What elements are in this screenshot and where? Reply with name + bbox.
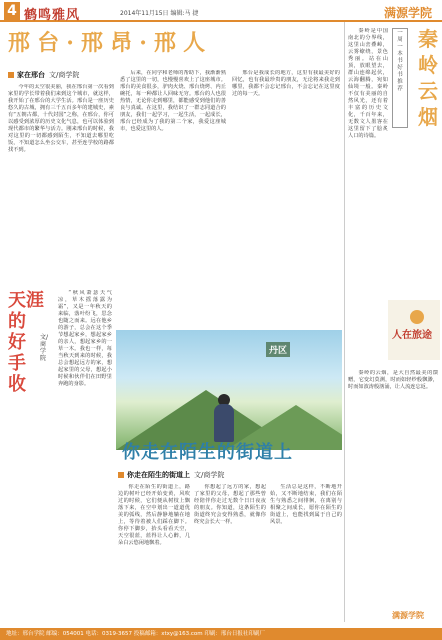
article2-column-2 (194, 484, 266, 624)
article1-paragraph: 邢台是我成长的地方，这里有我最美好的回忆，也有我最珍贵的朋友，无论将来我走到哪里，我都不会忘记邢台，不会忘记在这里度过的每一天。 (232, 70, 340, 97)
masthead-logo: 满源学院 (383, 6, 432, 20)
article1-column-2 (120, 70, 226, 320)
article2-heading (118, 470, 224, 480)
article2-paragraph: 生活总是这样，不断地开始，又不断地结束，我们在陌生与熟悉之间徘徊，在离别与相聚之间成长，愿你在陌生的街道上，也能找到属于自己的风景。 (270, 484, 342, 525)
article1-heading (8, 70, 79, 80)
street-sign: 丹区 (266, 342, 290, 357)
heading-marker-icon (118, 472, 124, 478)
article2-author: 文/商学院 (194, 471, 225, 479)
sidebar-paragraph: 秦岭的云烟，是大自然最美的馈赠，它变幻莫测，时而如轻纱般飘渺，时而如波涛般汹涌，让人流连忘返。 (348, 370, 438, 390)
article2-column-3 (270, 484, 342, 624)
masthead (0, 0, 442, 22)
article2-column-1 (118, 484, 190, 624)
page-number: 4 (4, 2, 20, 20)
book-recommend-label: 一 周 一 本 书 好 书 推 荐 (397, 30, 403, 92)
section-title-char: 人 (183, 30, 208, 56)
heading-marker-icon (8, 72, 14, 78)
article2-paragraph: 你想起了远方的家，想起了家里的父母，想起了那些曾经陪伴你走过无数个日日夜夜的朋友。你知道，这条陌生的街道终究会变得熟悉，就像你终究会长大一样。 (194, 484, 266, 525)
poem-body (58, 290, 112, 560)
article1-paragraph: 今年的太空很美丽，我在邢台第一次看到家里的学长带着我们来到这个城市，就这样，我开始了在邢台的大学生活。邢台是一座历史悠久的古城，拥有三千五百多年的建城史，素有“五朝古都，十代封国”之称，在邢台，你可以感受到浓厚的历史文化气息，也可以体验到现代都市的繁华与活力。刚来邢台的时候，我对这里的一切都感到陌生，不知道去哪里吃饭，不知道怎么坐公交车，甚至连学校的路都找不到。 (8, 84, 114, 153)
section-title-char: 昂 (110, 30, 135, 56)
article1-title: 家在邢台 (17, 71, 45, 79)
sidebar-column-2 (348, 370, 438, 600)
paper-name: 鹤鸣雅风 (24, 8, 81, 23)
article2-title: 你走在陌生的街道上 (127, 471, 190, 479)
poem-title: 天涯 的 好 手 收 (8, 290, 44, 395)
bottom-logo: 满源学院 (392, 610, 424, 620)
poem-paragraph: “秋风萧瑟天气凉，草木摇落露为霜”，又是一年秋天的来临，落叶纷飞，思念也随之而来。远在他乡的游子，总会在这个季节想起家乡，想起家乡的亲人，想起家乡的一草一木。我也一样，每当秋天到来的时候，我总会想起远方的家，想起家里的父母，想起小时候和伙伴们在田野里奔跑的身影。 (58, 290, 112, 387)
sidebar-column-1 (348, 28, 388, 298)
article-illustration (116, 330, 342, 450)
issue-meta: 2014年11月15日 编辑:马 捷 (120, 10, 199, 17)
sidebar-title: 秦 岭 云 烟 (418, 27, 438, 129)
promo-title: 人在旅途 (392, 330, 432, 341)
poem-author: 文/商学院 (40, 334, 49, 362)
section-title (8, 26, 338, 56)
person-figure (214, 404, 234, 442)
promo-badge-icon (410, 310, 424, 324)
section-title-char: · (66, 30, 76, 56)
section-title-char: 台 (37, 30, 62, 56)
footer: 地址：邢台学院 邮编：054001 电话：0319-3657 投稿邮箱：xtxy@163.com 印刷：邢台日报社印刷厂 (0, 628, 442, 640)
article1-author: 文/商学院 (49, 71, 80, 79)
section-title-char: 邢 (153, 30, 178, 56)
sidebar-paragraph: 秦岭是中国南北的分界线，这里山峦叠嶂，云雾缭绕，景色秀丽。站在山顶，放眼望去，群山连绵起伏，云海翻腾，宛如仙境一般。秦岭不仅有美丽的自然风光，还有着丰富的历史文化，千百年来，无数文人墨客在这里留下了脍炙人口的诗篇。 (348, 28, 388, 139)
column-divider (344, 22, 345, 622)
article1-paragraph: 后来，在同学和老师的帮助下，我渐渐熟悉了这里的一切，也慢慢喜欢上了这座城市。邢台的美食很多，驴肉火烧、邢台烧烤、内丘碗托，每一种都让人回味无穷。邢台的人也很热情，无论你走到哪里，都能感受到他们的善良与真诚。在这里，我结识了一群志同道合的朋友，我们一起学习，一起生活，一起成长，邢台已经成为了我的第二个家，我爱这座城市，也爱这里的人。 (120, 70, 226, 132)
section-title-char: 邢 (8, 30, 33, 56)
article1-column-1 (8, 84, 114, 280)
image-caption-title: 你走在陌生的街道上 (122, 442, 293, 463)
article1-column-3 (232, 70, 340, 320)
section-title-char: · (139, 30, 149, 56)
article2-paragraph: 你走在陌生的街道上，路边的树叶已经开始变黄，风吹过的时候，它们便从树枝上飘落下来，在空中划出一道道优美的弧线，然后静静地躺在地上，等待着被人们踩在脚下。你停下脚步，抬头看看天空，天空很蓝，蓝得让人心醉，几朵白云悠闲地飘着。 (118, 484, 190, 546)
section-title-char: 邢 (80, 30, 105, 56)
